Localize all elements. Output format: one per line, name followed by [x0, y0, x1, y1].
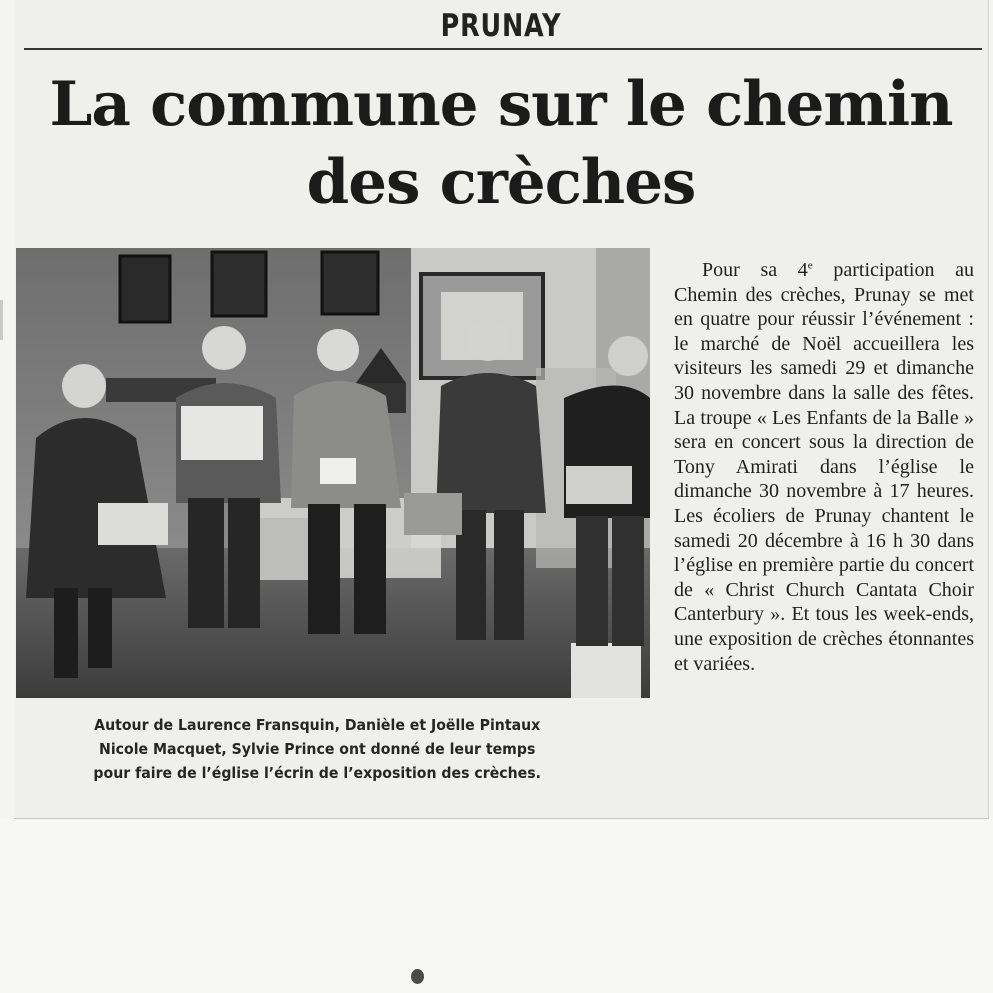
- headline: [14, 66, 988, 222]
- scan-edge-mark: [0, 300, 3, 340]
- blank-page-area: [0, 819, 993, 993]
- caption-line-1: Autour de Laurence Fransquin, Danièle et Joëlle Pintaux: [94, 716, 541, 734]
- article-text-rest: participation au Chemin des crèches, Prunay se met en quatre pour réussir l’événement : le marché de Noël accueillera les visiteurs les samedi 29 et dimanche 30 novembre dans la salle des fêtes. La troupe « Les Enfants de la Balle » sera en concert sous la direction de Tony Amirati dans l’église le dimanche 30 novembre à 17 heures. Les écoliers de Prunay chantent le samedi 20 décembre à 16 h 30 dans l’église en première partie du concert de « Christ Church Cantata Choir Canterbury ». Et tous les week-ends, une exposition de crèches étonnantes et variées.: [674, 259, 974, 675]
- scan-dot: [411, 969, 424, 984]
- news-photo: [16, 248, 650, 698]
- article-body: [674, 258, 974, 676]
- caption-line-3: pour faire de l’église l’écrin de l’exposition des crèches.: [93, 764, 541, 782]
- photo-caption: [54, 713, 580, 785]
- photo-illustration: [16, 248, 650, 698]
- caption-line-2: Nicole Macquet, Sylvie Prince ont donné de leur temps: [99, 740, 536, 758]
- kicker-rule: [24, 48, 982, 50]
- headline-line-2: des crèches: [306, 147, 696, 218]
- section-kicker: PRUNAY: [440, 8, 562, 44]
- article-text-start: Pour sa 4: [702, 259, 808, 281]
- headline-line-1: La commune sur le chemin: [49, 69, 953, 140]
- ordinal-superscript: e: [807, 259, 813, 272]
- newspaper-clipping: [14, 0, 989, 819]
